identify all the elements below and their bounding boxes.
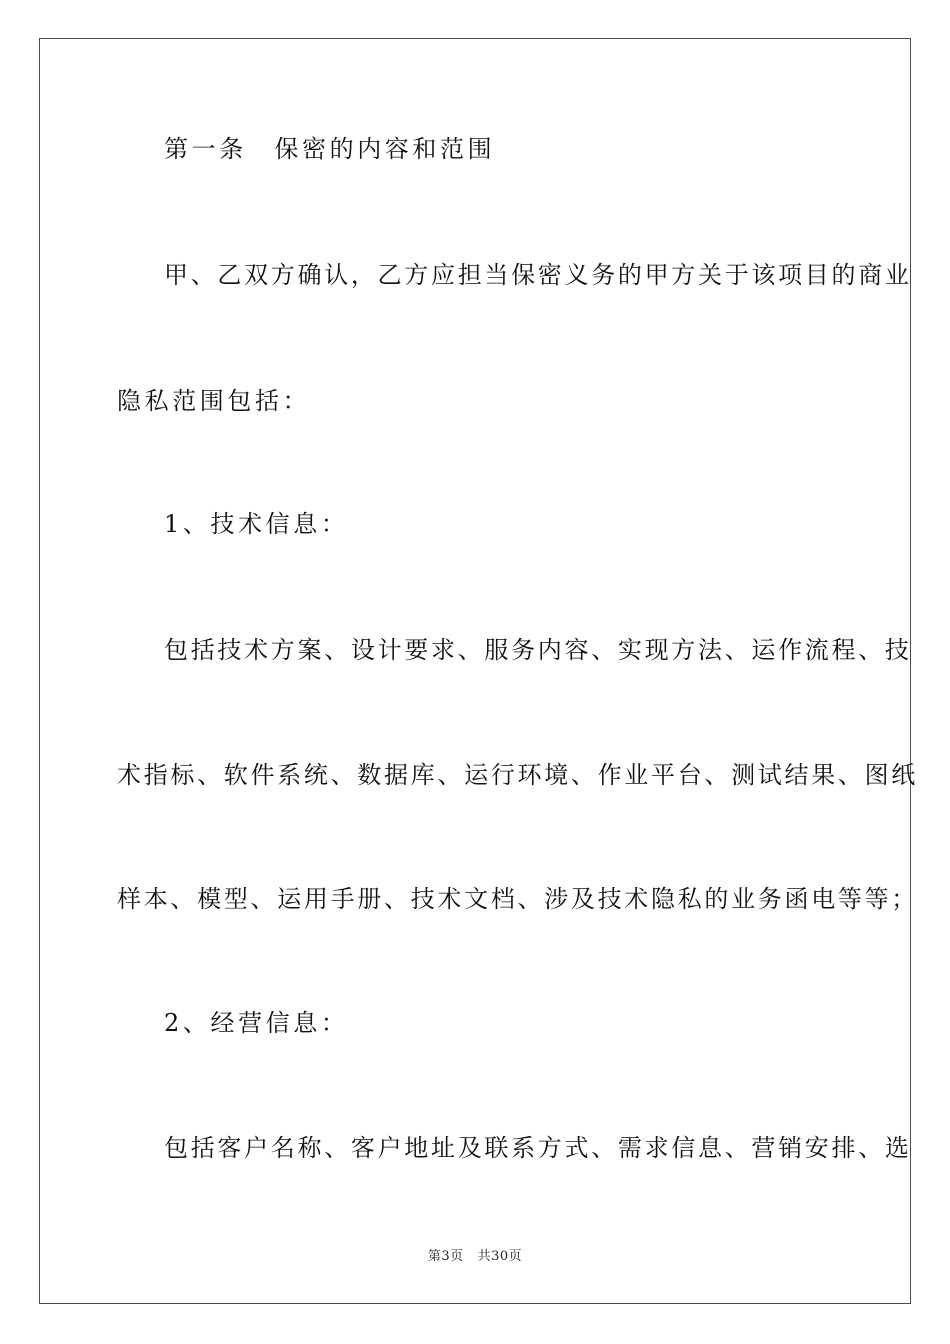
section-heading-technical: 1、技术信息： xyxy=(164,510,349,538)
page-footer xyxy=(0,1248,950,1266)
page-number-total: 共30页 xyxy=(477,1249,523,1264)
paragraph-line: 包括客户名称、客户地址及联系方式、需求信息、营销安排、选 xyxy=(164,1134,912,1162)
article-heading: 第一条 保密的内容和范围 xyxy=(164,135,496,163)
paragraph-line: 包括技术方案、设计要求、服务内容、实现方法、运作流程、技 xyxy=(164,636,912,664)
paragraph-line: 样本、模型、运用手册、技术文档、涉及技术隐私的业务函电等等； xyxy=(117,885,918,913)
page-border xyxy=(39,38,911,1304)
section-heading-business: 2、经营信息： xyxy=(164,1009,349,1037)
page-number-current: 第3页 xyxy=(427,1249,464,1264)
paragraph-line: 隐私范围包括： xyxy=(117,387,311,415)
paragraph-line: 甲、乙双方确认，乙方应担当保密义务的甲方关于该项目的商业 xyxy=(164,261,912,289)
paragraph-line: 术指标、软件系统、数据库、运行环境、作业平台、测试结果、图纸 xyxy=(117,761,918,789)
